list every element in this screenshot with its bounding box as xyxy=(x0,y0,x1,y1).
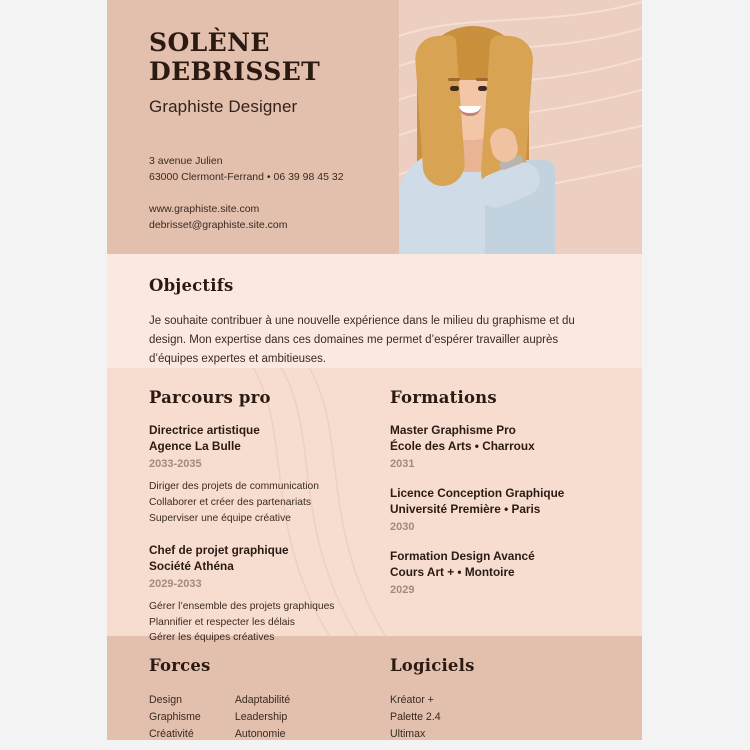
formation-entry xyxy=(390,549,618,596)
parcours-dates: 2033-2035 xyxy=(149,457,202,470)
header-identity xyxy=(107,0,399,254)
contact-block xyxy=(149,153,399,233)
section-objectifs xyxy=(107,254,642,368)
formation-entry xyxy=(390,423,618,470)
photo-eye-left xyxy=(450,86,459,91)
address-line-2: 63000 Clermont-Ferrand • 06 39 98 45 32 xyxy=(149,171,344,184)
logiciels-list xyxy=(390,692,618,740)
parcours-bullet: Plannifier et respecter les délais xyxy=(149,616,295,628)
last-name: DEBRISSET xyxy=(149,57,321,86)
section-skills-software xyxy=(107,636,642,740)
parcours-entry xyxy=(149,543,346,647)
header-photo-panel xyxy=(399,0,642,254)
parcours-company: Agence La Bulle xyxy=(149,438,241,453)
parcours-role: Chef de projet graphique xyxy=(149,542,289,557)
objectifs-body: Je souhaite contribuer à une nouvelle expérience dans le milieu du graphisme et du design. Mon expertise dans ces domaines me permet d’espérer travailler auprès d’équipes expertes et ambitieuses. xyxy=(149,315,575,365)
force-item: Autonomie xyxy=(234,728,286,740)
formation-degree: Formation Design Avancé xyxy=(390,548,535,563)
logiciel-item: Kréator + xyxy=(390,694,434,706)
column-parcours xyxy=(107,368,360,644)
formation-school: Cours Art + • Montoire xyxy=(390,564,515,579)
parcours-entry xyxy=(149,423,346,527)
formation-year: 2029 xyxy=(390,583,415,596)
photo-brow-left xyxy=(448,78,460,81)
forces-title: Forces xyxy=(149,656,211,675)
parcours-bullet: Collaborer et créer des partenariats xyxy=(149,496,311,508)
address-line-1: 3 avenue Julien xyxy=(149,155,223,167)
force-item: Adaptabilité xyxy=(234,694,291,706)
parcours-bullet: Diriger des projets de communication xyxy=(149,480,319,492)
column-logiciels xyxy=(360,636,642,740)
page-title xyxy=(149,28,399,86)
parcours-bullet: Gérer l’ensemble des projets graphiques xyxy=(149,600,335,612)
formation-degree: Licence Conception Graphique xyxy=(390,485,565,500)
photo-eye-right xyxy=(478,86,487,91)
formation-entry xyxy=(390,486,618,533)
parcours-company: Société Athéna xyxy=(149,558,234,573)
force-item: Design xyxy=(149,694,182,706)
logiciel-item: Ultimax xyxy=(390,728,426,740)
parcours-bullets xyxy=(149,599,346,647)
formation-school: École des Arts • Charroux xyxy=(390,438,535,453)
formation-year: 2031 xyxy=(390,457,415,470)
first-name: SOLÈNE xyxy=(149,28,270,57)
resume-header xyxy=(107,0,642,254)
logiciels-title: Logiciels xyxy=(390,656,475,675)
email-link[interactable]: debrisset@graphiste.site.com xyxy=(149,218,288,231)
parcours-dates: 2029-2033 xyxy=(149,577,202,590)
resume-document xyxy=(107,0,642,740)
formation-school: Université Première • Paris xyxy=(390,501,541,516)
parcours-bullet: Superviser une équipe créative xyxy=(149,512,291,524)
avatar xyxy=(399,0,642,254)
website-link[interactable]: www.graphiste.site.com xyxy=(149,202,260,215)
force-item: Créativité xyxy=(149,728,194,740)
formation-year: 2030 xyxy=(390,520,415,533)
formations-title: Formations xyxy=(390,388,497,407)
parcours-role: Directrice artistique xyxy=(149,423,260,437)
column-forces xyxy=(107,636,360,740)
forces-column-2 xyxy=(235,692,290,740)
parcours-title: Parcours pro xyxy=(149,388,271,407)
forces-list xyxy=(149,692,346,740)
job-role: Graphiste Designer xyxy=(149,97,298,116)
objectifs-title: Objectifs xyxy=(149,276,234,295)
column-formations xyxy=(360,368,642,636)
photo-brow-right xyxy=(476,78,488,81)
force-item: Graphisme xyxy=(149,711,201,724)
parcours-bullet: Gérer les équipes créatives xyxy=(149,632,275,644)
forces-column-1 xyxy=(149,692,201,740)
formation-degree: Master Graphisme Pro xyxy=(390,423,516,437)
section-experience-education xyxy=(107,368,642,644)
force-item: Leadership xyxy=(234,711,288,724)
logiciel-item: Palette 2.4 xyxy=(390,711,441,724)
parcours-bullets xyxy=(149,479,346,527)
